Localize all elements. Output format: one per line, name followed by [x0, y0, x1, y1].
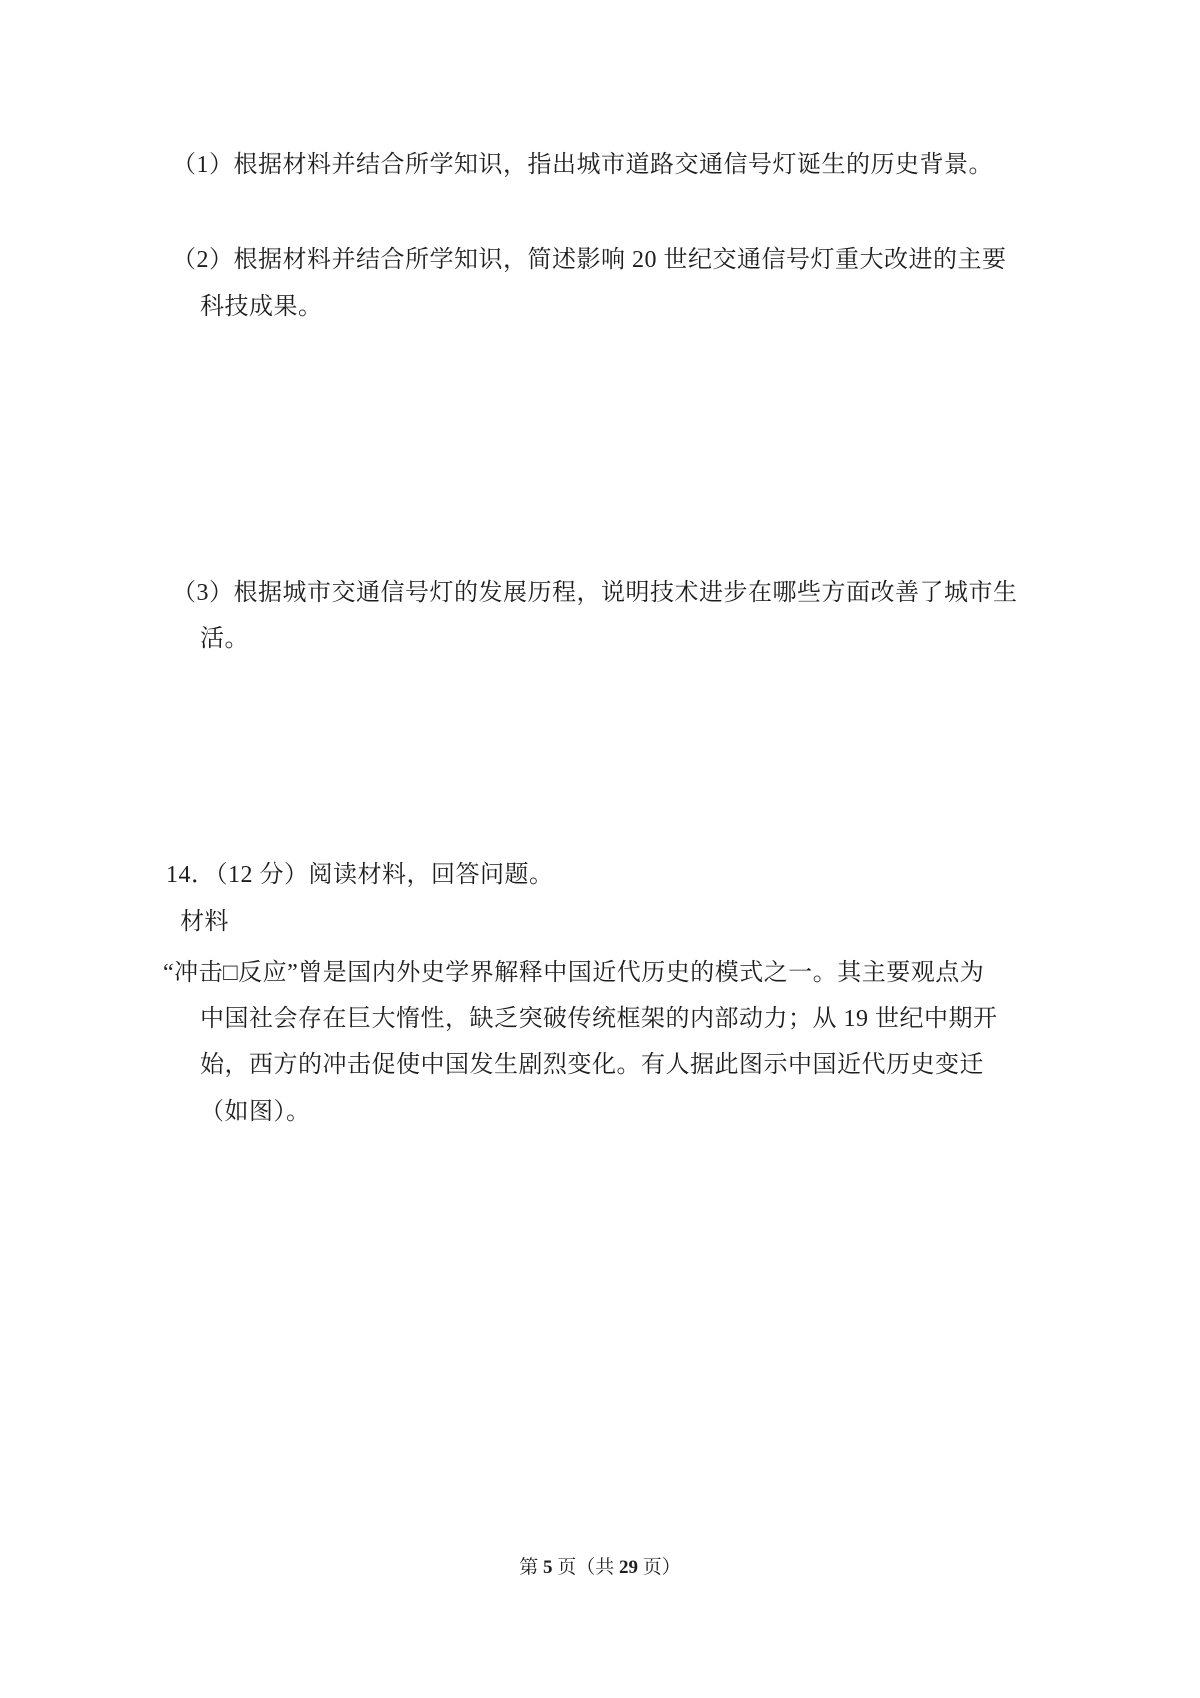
material-paragraph-line: （如图）。 [200, 1099, 311, 1125]
question-1-text: （1）根据材料并结合所学知识，指出城市道路交通信号灯诞生的历史背景。 [172, 152, 993, 178]
question-3-line-1: （3）根据城市交通信号灯的发展历程，说明技术进步在哪些方面改善了城市生 [172, 580, 1018, 606]
footer-page-number: 5 [542, 1557, 553, 1578]
footer-total-pages: 29 [619, 1557, 638, 1578]
question-2-line-2: 科技成果。 [200, 294, 323, 320]
footer-prefix: 第 [519, 1557, 543, 1578]
material-paragraph-line: “冲击□反应”曾是国内外史学界解释中国近代历史的模式之一。其主要观点为 [163, 960, 985, 986]
footer-suffix: 页） [638, 1557, 681, 1578]
material-paragraph-line: 中国社会存在巨大惰性，缺乏突破传统框架的内部动力；从 19 世纪中期开 [200, 1006, 998, 1032]
page-footer [0, 1552, 1200, 1579]
material-label: 材料 [180, 909, 229, 935]
footer-middle: 页（共 [552, 1557, 619, 1578]
question-2-line-1: （2）根据材料并结合所学知识，简述影响 20 世纪交通信号灯重大改进的主要 [172, 247, 1007, 273]
question-3-line-2: 活。 [200, 626, 249, 652]
material-paragraph-line: 始，西方的冲击促使中国发生剧烈变化。有人据此图示中国近代历史变迁 [200, 1052, 984, 1078]
question-14-heading: 14．（12 分）阅读材料，回答问题。 [166, 862, 554, 888]
